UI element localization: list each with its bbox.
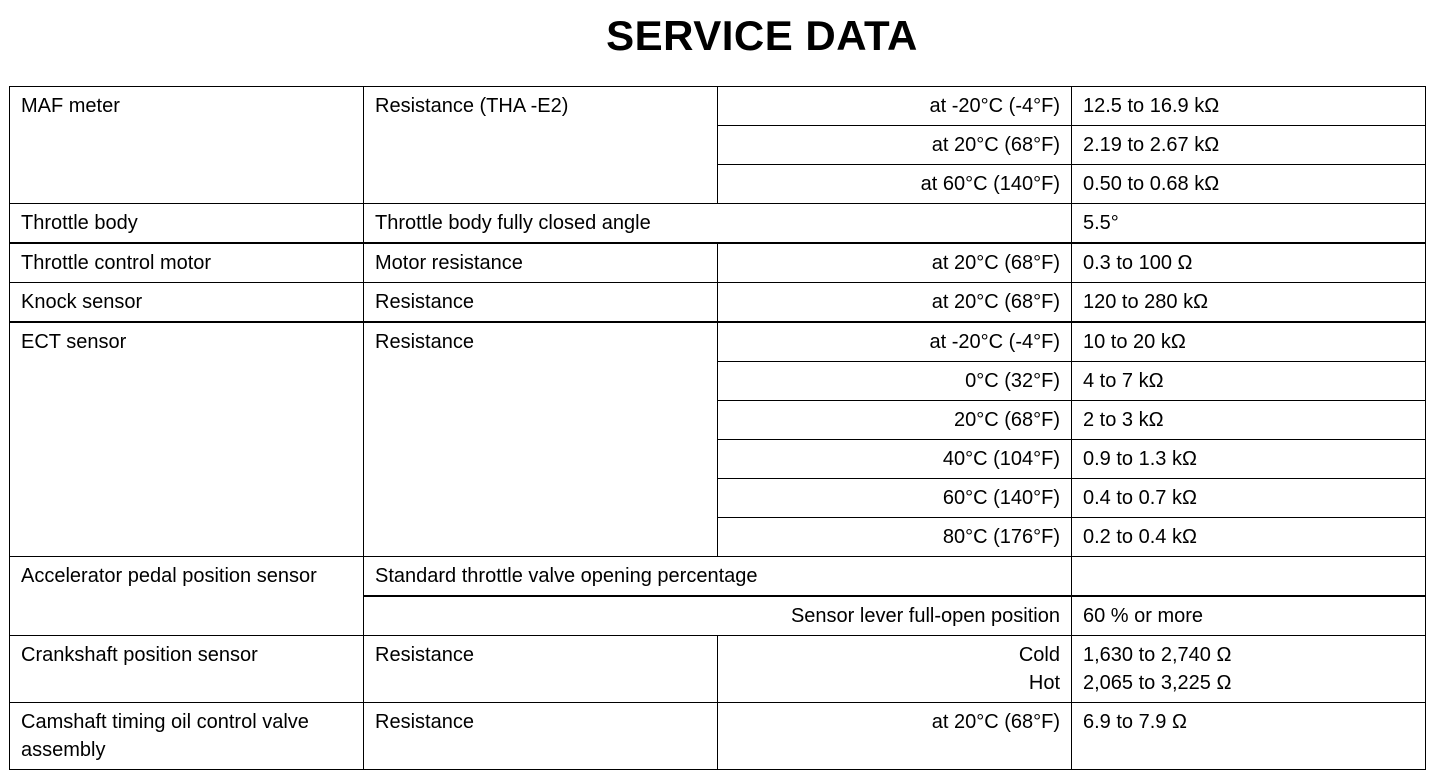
spec-cell: 6.9 to 7.9 Ω [1072,703,1426,770]
table-row [10,87,1426,126]
condition-cell: 80°C (176°F) [718,518,1072,557]
item-cell: Accelerator pedal position sensor [10,557,364,636]
table-row [10,636,1426,703]
item-cell [10,703,364,770]
test-cell: Throttle body fully closed angle [364,204,1072,244]
test-cell: Resistance [364,636,718,703]
spec-cell: 5.5° [1072,204,1426,244]
condition-cell: at 60°C (140°F) [718,165,1072,204]
service-data-table [9,86,1426,770]
condition-cell: at 20°C (68°F) [718,243,1072,283]
condition-cell: 20°C (68°F) [718,401,1072,440]
spec-cell: 12.5 to 16.9 kΩ [1072,87,1426,126]
item-line: Camshaft timing oil control valve [21,711,309,733]
item-cell: Crankshaft position sensor [10,636,364,703]
test-cell: Resistance (THA -E2) [364,87,718,204]
item-cell: ECT sensor [10,322,364,557]
spec-cold: 1,630 to 2,740 Ω [1083,644,1232,666]
condition-cell: at -20°C (-4°F) [718,87,1072,126]
condition-cell: Sensor lever full-open position [364,596,1072,636]
spec-cell [1072,636,1426,703]
item-line: assembly [21,739,106,761]
spec-cell: 4 to 7 kΩ [1072,362,1426,401]
test-cell: Resistance [364,322,718,557]
condition-hot: Hot [1028,672,1060,694]
condition-cell: at 20°C (68°F) [718,703,1072,770]
spec-cell: 0.4 to 0.7 kΩ [1072,479,1426,518]
condition-cell: at -20°C (-4°F) [718,322,1072,362]
item-cell: MAF meter [10,87,364,204]
item-cell: Knock sensor [10,283,364,323]
condition-cell: 0°C (32°F) [718,362,1072,401]
condition-cell: at 20°C (68°F) [718,283,1072,323]
condition-cell [718,636,1072,703]
spec-cell: 2 to 3 kΩ [1072,401,1426,440]
condition-cell: at 20°C (68°F) [718,126,1072,165]
condition-cell: 60°C (140°F) [718,479,1072,518]
condition-cell: 40°C (104°F) [718,440,1072,479]
spec-cell: 2.19 to 2.67 kΩ [1072,126,1426,165]
spec-cell: 60 % or more [1072,596,1426,636]
spec-cell: 0.3 to 100 Ω [1072,243,1426,283]
test-cell: Motor resistance [364,243,718,283]
table-row [10,243,1426,283]
test-cell: Standard throttle valve opening percentage [364,557,1072,597]
spec-cell: 0.50 to 0.68 kΩ [1072,165,1426,204]
spec-cell: 0.2 to 0.4 kΩ [1072,518,1426,557]
table-row [10,322,1426,362]
test-cell: Resistance [364,283,718,323]
spec-cell [1072,557,1426,597]
page-title: SERVICE DATA [606,12,918,59]
item-cell: Throttle body [10,204,364,244]
test-cell: Resistance [364,703,718,770]
table-row [10,204,1426,244]
spec-cell: 10 to 20 kΩ [1072,322,1426,362]
table-row [10,703,1426,770]
spec-cell: 0.9 to 1.3 kΩ [1072,440,1426,479]
condition-cold: Cold [1018,644,1060,666]
table-row [10,557,1426,597]
table-row [10,283,1426,323]
spec-cell: 120 to 280 kΩ [1072,283,1426,323]
item-cell: Throttle control motor [10,243,364,283]
spec-hot: 2,065 to 3,225 Ω [1083,672,1232,694]
